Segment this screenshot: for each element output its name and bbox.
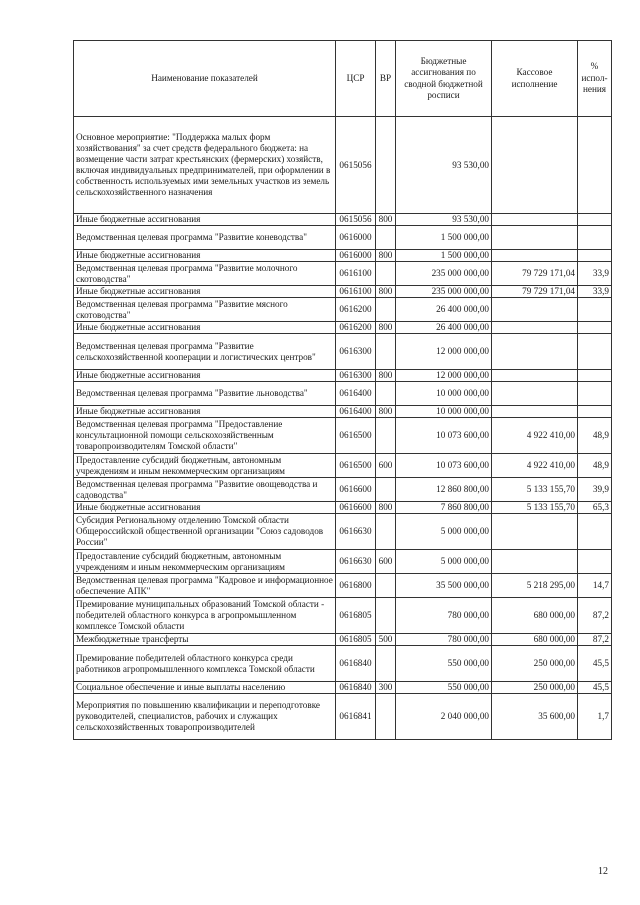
row-cash: 5 133 155,70 [492, 478, 578, 502]
row-budget: 235 000 000,00 [396, 262, 492, 286]
row-name: Ведомственная целевая программа "Развитие молочного скотоводства" [74, 262, 336, 286]
table-row [74, 370, 612, 382]
row-percent [578, 298, 612, 322]
row-cash [492, 514, 578, 550]
row-percent [578, 514, 612, 550]
table-row [74, 322, 612, 334]
row-percent: 1,7 [578, 694, 612, 740]
row-percent [578, 382, 612, 406]
row-percent: 45,5 [578, 646, 612, 682]
row-csr: 0615056 [336, 214, 376, 226]
row-vr [376, 694, 396, 740]
table-row [74, 286, 612, 298]
row-csr: 0616800 [336, 574, 376, 598]
row-vr: 800 [376, 502, 396, 514]
row-cash [492, 250, 578, 262]
row-budget: 235 000 000,00 [396, 286, 492, 298]
table-row [74, 262, 612, 286]
table-row [74, 226, 612, 250]
row-csr: 0616841 [336, 694, 376, 740]
row-name: Основное мероприятие: "Поддержка малых форм хозяйствования" за счет средств федерального бюджета: на возмещение части затрат крестьянских (фермерских) хозяйств, включая индивидуальных предпринимателей, при оформлении в собственность используемых ими земельных участков из земель сельскохозяйственного назначения [74, 117, 336, 214]
row-csr: 0615056 [336, 117, 376, 214]
row-cash: 5 218 295,00 [492, 574, 578, 598]
row-vr [376, 334, 396, 370]
row-csr: 0616840 [336, 682, 376, 694]
row-name: Субсидия Региональному отделению Томской области Общероссийской общественной организации "Союз садоводов России" [74, 514, 336, 550]
row-name: Иные бюджетные ассигнования [74, 286, 336, 298]
col-header-budget: Бюджетные ассигнования по сводной бюджетной росписи [396, 41, 492, 117]
row-name: Межбюджетные трансферты [74, 634, 336, 646]
row-name: Ведомственная целевая программа "Кадровое и информационное обеспечение АПК" [74, 574, 336, 598]
row-cash: 680 000,00 [492, 598, 578, 634]
row-cash: 35 600,00 [492, 694, 578, 740]
table-row [74, 117, 612, 214]
row-name: Премирование победителей областного конкурса среди работников агропромышленного комплекса Томской области [74, 646, 336, 682]
table-row [74, 634, 612, 646]
row-csr: 0616100 [336, 286, 376, 298]
row-name: Иные бюджетные ассигнования [74, 370, 336, 382]
row-csr: 0616805 [336, 598, 376, 634]
row-name: Мероприятия по повышению квалификации и переподготовке руководителей, специалистов, рабочих и служащих сельскохозяйственных товаропроизводителей [74, 694, 336, 740]
row-percent: 48,9 [578, 454, 612, 478]
row-name: Ведомственная целевая программа "Развитие льноводства" [74, 382, 336, 406]
row-vr [376, 646, 396, 682]
row-budget: 550 000,00 [396, 682, 492, 694]
row-vr: 800 [376, 370, 396, 382]
row-budget: 10 000 000,00 [396, 382, 492, 406]
row-percent [578, 334, 612, 370]
row-budget: 550 000,00 [396, 646, 492, 682]
row-csr: 0616500 [336, 454, 376, 478]
table-row [74, 406, 612, 418]
row-budget: 26 400 000,00 [396, 298, 492, 322]
table-row [74, 682, 612, 694]
row-vr: 600 [376, 454, 396, 478]
row-percent: 65,3 [578, 502, 612, 514]
row-name: Премирование муниципальных образований Томской области - победителей областного конкурса в агропромышленном комплексе Томской области [74, 598, 336, 634]
row-budget: 93 530,00 [396, 117, 492, 214]
row-vr: 500 [376, 634, 396, 646]
row-percent [578, 214, 612, 226]
col-header-percent: % испол-нения [578, 41, 612, 117]
row-budget: 780 000,00 [396, 634, 492, 646]
row-name: Иные бюджетные ассигнования [74, 502, 336, 514]
col-header-vr: ВР [376, 41, 396, 117]
table-row [74, 382, 612, 406]
row-csr: 0616840 [336, 646, 376, 682]
table-row [74, 298, 612, 322]
row-budget: 12 000 000,00 [396, 370, 492, 382]
row-percent [578, 117, 612, 214]
row-percent: 39,9 [578, 478, 612, 502]
row-name: Иные бюджетные ассигнования [74, 214, 336, 226]
header-row [74, 41, 612, 117]
row-budget: 1 500 000,00 [396, 226, 492, 250]
row-csr: 0616400 [336, 406, 376, 418]
table-row [74, 646, 612, 682]
row-percent [578, 250, 612, 262]
row-csr: 0616630 [336, 514, 376, 550]
row-cash [492, 322, 578, 334]
table-row [74, 214, 612, 226]
row-csr: 0616600 [336, 502, 376, 514]
row-cash [492, 370, 578, 382]
row-vr: 800 [376, 406, 396, 418]
row-vr [376, 298, 396, 322]
row-cash: 79 729 171,04 [492, 262, 578, 286]
table-row [74, 550, 612, 574]
row-percent [578, 550, 612, 574]
table-row [74, 334, 612, 370]
row-percent: 87,2 [578, 634, 612, 646]
row-csr: 0616400 [336, 382, 376, 406]
row-cash [492, 550, 578, 574]
row-name: Ведомственная целевая программа "Развитие мясного скотоводства" [74, 298, 336, 322]
row-name: Ведомственная целевая программа "Развитие коневодства" [74, 226, 336, 250]
row-cash: 4 922 410,00 [492, 418, 578, 454]
row-name: Ведомственная целевая программа "Предоставление консультационной помощи сельскохозяйственным товаропроизводителям Томской области" [74, 418, 336, 454]
row-budget: 93 530,00 [396, 214, 492, 226]
execution-table [73, 40, 612, 740]
row-budget: 10 073 600,00 [396, 454, 492, 478]
row-budget: 12 860 800,00 [396, 478, 492, 502]
table-row [74, 478, 612, 502]
row-percent: 48,9 [578, 418, 612, 454]
row-cash [492, 406, 578, 418]
page-number: 12 [598, 866, 608, 877]
row-vr: 800 [376, 322, 396, 334]
row-csr: 0616300 [336, 334, 376, 370]
row-budget: 5 000 000,00 [396, 514, 492, 550]
row-percent: 33,9 [578, 286, 612, 298]
row-csr: 0616300 [336, 370, 376, 382]
row-budget: 5 000 000,00 [396, 550, 492, 574]
row-budget: 26 400 000,00 [396, 322, 492, 334]
row-vr [376, 117, 396, 214]
row-cash [492, 298, 578, 322]
row-csr: 0616200 [336, 322, 376, 334]
row-budget: 1 500 000,00 [396, 250, 492, 262]
row-budget: 10 073 600,00 [396, 418, 492, 454]
row-percent: 87,2 [578, 598, 612, 634]
row-csr: 0616100 [336, 262, 376, 286]
row-percent [578, 322, 612, 334]
row-csr: 0616600 [336, 478, 376, 502]
row-cash [492, 214, 578, 226]
row-percent [578, 406, 612, 418]
row-budget: 2 040 000,00 [396, 694, 492, 740]
col-header-cash: Кассовое исполнение [492, 41, 578, 117]
col-header-name: Наименование показателей [74, 41, 336, 117]
row-name: Иные бюджетные ассигнования [74, 322, 336, 334]
row-budget: 10 000 000,00 [396, 406, 492, 418]
row-vr: 800 [376, 250, 396, 262]
report-sheet [73, 40, 611, 740]
table-row [74, 514, 612, 550]
row-vr [376, 598, 396, 634]
row-percent: 45,5 [578, 682, 612, 694]
row-percent [578, 226, 612, 250]
row-vr [376, 382, 396, 406]
table-row [74, 598, 612, 634]
row-csr: 0616200 [336, 298, 376, 322]
row-vr [376, 226, 396, 250]
table-row [74, 250, 612, 262]
table-row [74, 418, 612, 454]
table-row [74, 694, 612, 740]
row-budget: 35 500 000,00 [396, 574, 492, 598]
row-vr: 800 [376, 286, 396, 298]
table-row [74, 502, 612, 514]
row-vr [376, 418, 396, 454]
row-name: Иные бюджетные ассигнования [74, 250, 336, 262]
row-name: Предоставление субсидий бюджетным, автономным учреждениям и иным некоммерческим организациям [74, 454, 336, 478]
row-vr: 300 [376, 682, 396, 694]
table-row [74, 574, 612, 598]
row-cash: 4 922 410,00 [492, 454, 578, 478]
row-csr: 0616000 [336, 226, 376, 250]
row-csr: 0616630 [336, 550, 376, 574]
row-cash: 250 000,00 [492, 646, 578, 682]
row-vr: 600 [376, 550, 396, 574]
row-name: Ведомственная целевая программа "Развитие овощеводства и садоводства" [74, 478, 336, 502]
row-vr [376, 514, 396, 550]
row-cash [492, 117, 578, 214]
row-cash: 5 133 155,70 [492, 502, 578, 514]
row-cash [492, 382, 578, 406]
row-csr: 0616805 [336, 634, 376, 646]
row-name: Предоставление субсидий бюджетным, автономным учреждениям и иным некоммерческим организациям [74, 550, 336, 574]
row-cash [492, 226, 578, 250]
row-name: Иные бюджетные ассигнования [74, 406, 336, 418]
row-budget: 7 860 800,00 [396, 502, 492, 514]
row-vr: 800 [376, 214, 396, 226]
row-percent [578, 370, 612, 382]
row-budget: 12 000 000,00 [396, 334, 492, 370]
row-vr [376, 262, 396, 286]
row-cash: 250 000,00 [492, 682, 578, 694]
row-name: Социальное обеспечение и иные выплаты населению [74, 682, 336, 694]
row-vr [376, 574, 396, 598]
table-row [74, 454, 612, 478]
row-budget: 780 000,00 [396, 598, 492, 634]
row-cash: 79 729 171,04 [492, 286, 578, 298]
row-cash: 680 000,00 [492, 634, 578, 646]
row-name: Ведомственная целевая программа "Развитие сельскохозяйственной кооперации и логистических центров" [74, 334, 336, 370]
row-cash [492, 334, 578, 370]
row-percent: 14,7 [578, 574, 612, 598]
row-csr: 0616000 [336, 250, 376, 262]
row-vr [376, 478, 396, 502]
col-header-csr: ЦСР [336, 41, 376, 117]
row-csr: 0616500 [336, 418, 376, 454]
row-percent: 33,9 [578, 262, 612, 286]
